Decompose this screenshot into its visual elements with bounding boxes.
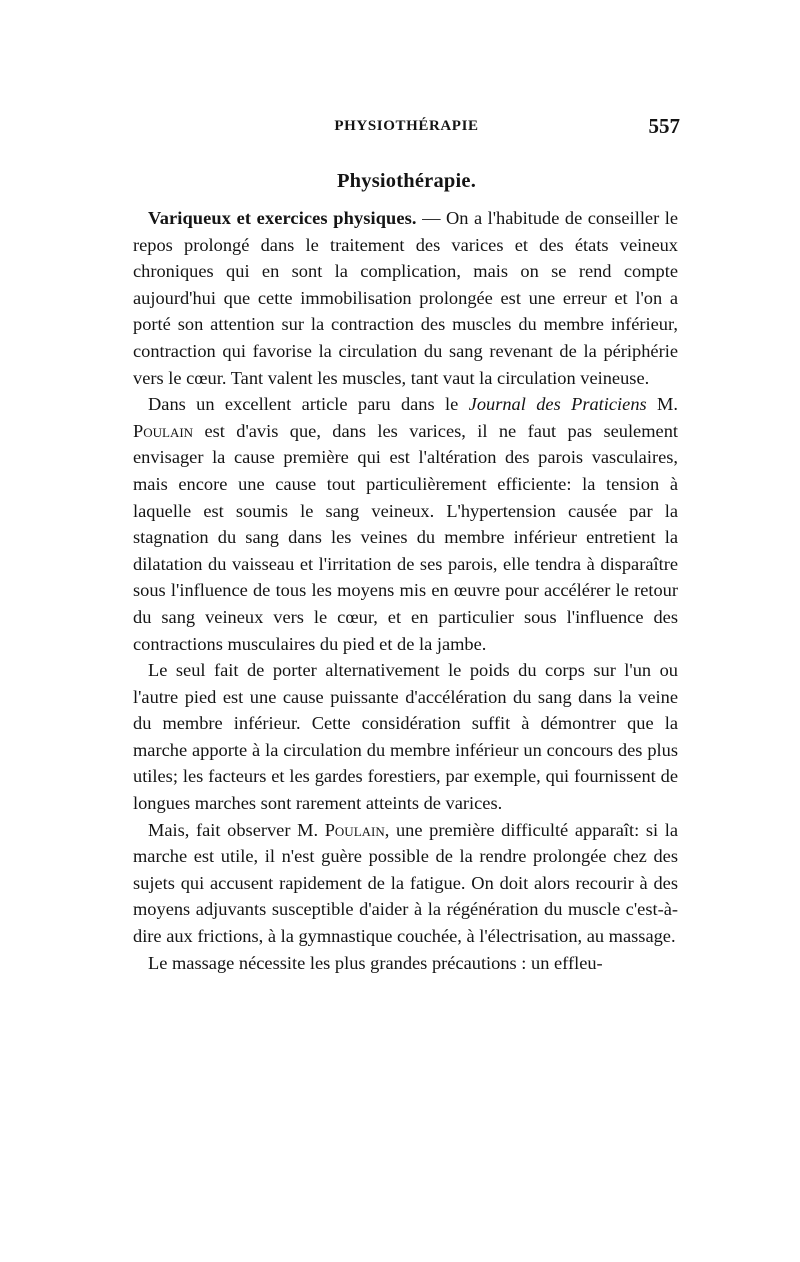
paragraph-5 [133,950,678,977]
paragraph-2-text-c: est d'avis que, dans les varices, il ne faut pas seulement envisager la cause première qui est l'altération des parois vasculaires, mais encore une cause tout particulièrement efficiente: la tension à laquelle est soumis le sang veineux. L'hypertension causée par la stagnation du sang dans les veines du membre inférieur entretient la dilatation du vaisseau et l'irritation de ses parois, elle tendra à disparaître sous l'influence de tous les moyens mis en œuvre pour accélérer le retour du sang veineux vers le cœur, et en particulier sous l'influence des contractions musculaires du pied et de la jambe. [133,420,678,654]
page-number: 557 [648,114,680,138]
section-title: Physiothérapie. [336,170,477,192]
paragraph-1 [133,205,678,391]
running-title: PHYSIOTHÉRAPIE [334,118,479,134]
paragraph-4-text-b: , une première difficulté apparaît: si la marche est utile, il n'est guère possible de la rendre prolongée chez des sujets qui accusent rapidement de la fatigue. On doit alors recourir à des moyens adjuvants susceptible d'aider à la régénération du muscle c'est-à-dire aux frictions, à la gymnastique couchée, à l'électrisation, au massage. [133,819,678,947]
paragraph-3 [133,657,678,817]
paragraph-3-text: Le seul fait de porter alternativement le poids du corps sur l'un ou l'autre pied est une cause puissante d'accélération du sang dans la veine du membre inférieur. Cette considération suffit à démontrer que la marche apporte à la circulation du membre inférieur un concours des plus utiles; les facteurs et les gardes forestiers, par exemple, qui fournissent de longues marches sont rarement atteints de varices. [133,660,678,814]
author-name: Poulain [133,420,194,441]
paragraph-2 [133,391,678,657]
article-body [133,205,678,976]
paragraph-5-text: Le massage nécessite les plus grandes précautions : un effleu- [148,952,603,973]
author-name: Poulain [324,819,385,840]
journal-title: Journal des Praticiens [468,394,647,415]
paragraph-1-text: — On a l'habitude de conseiller le repos prolongé dans le traitement des varices et des états veineux chroniques qui en sont la complication, mais on se rend compte aujourd'hui que cette immobilisation prolongée est une erreur et l'on a porté son attention sur la contraction des muscles du membre inférieur, contraction qui favorise la circulation du sang revenant de la périphérie vers le cœur. Tant valent les muscles, tant vaut la circulation veineuse. [133,208,678,388]
paragraph-4-text-a: Mais, fait observer M. [148,819,325,840]
paragraph-2-text-a: Dans un excellent article paru dans le [148,394,469,415]
paragraph-2-text-b: M. [646,394,678,415]
running-head [133,114,680,144]
article-heading: Variqueux et exercices physiques. [148,208,417,228]
paragraph-4 [133,817,678,950]
